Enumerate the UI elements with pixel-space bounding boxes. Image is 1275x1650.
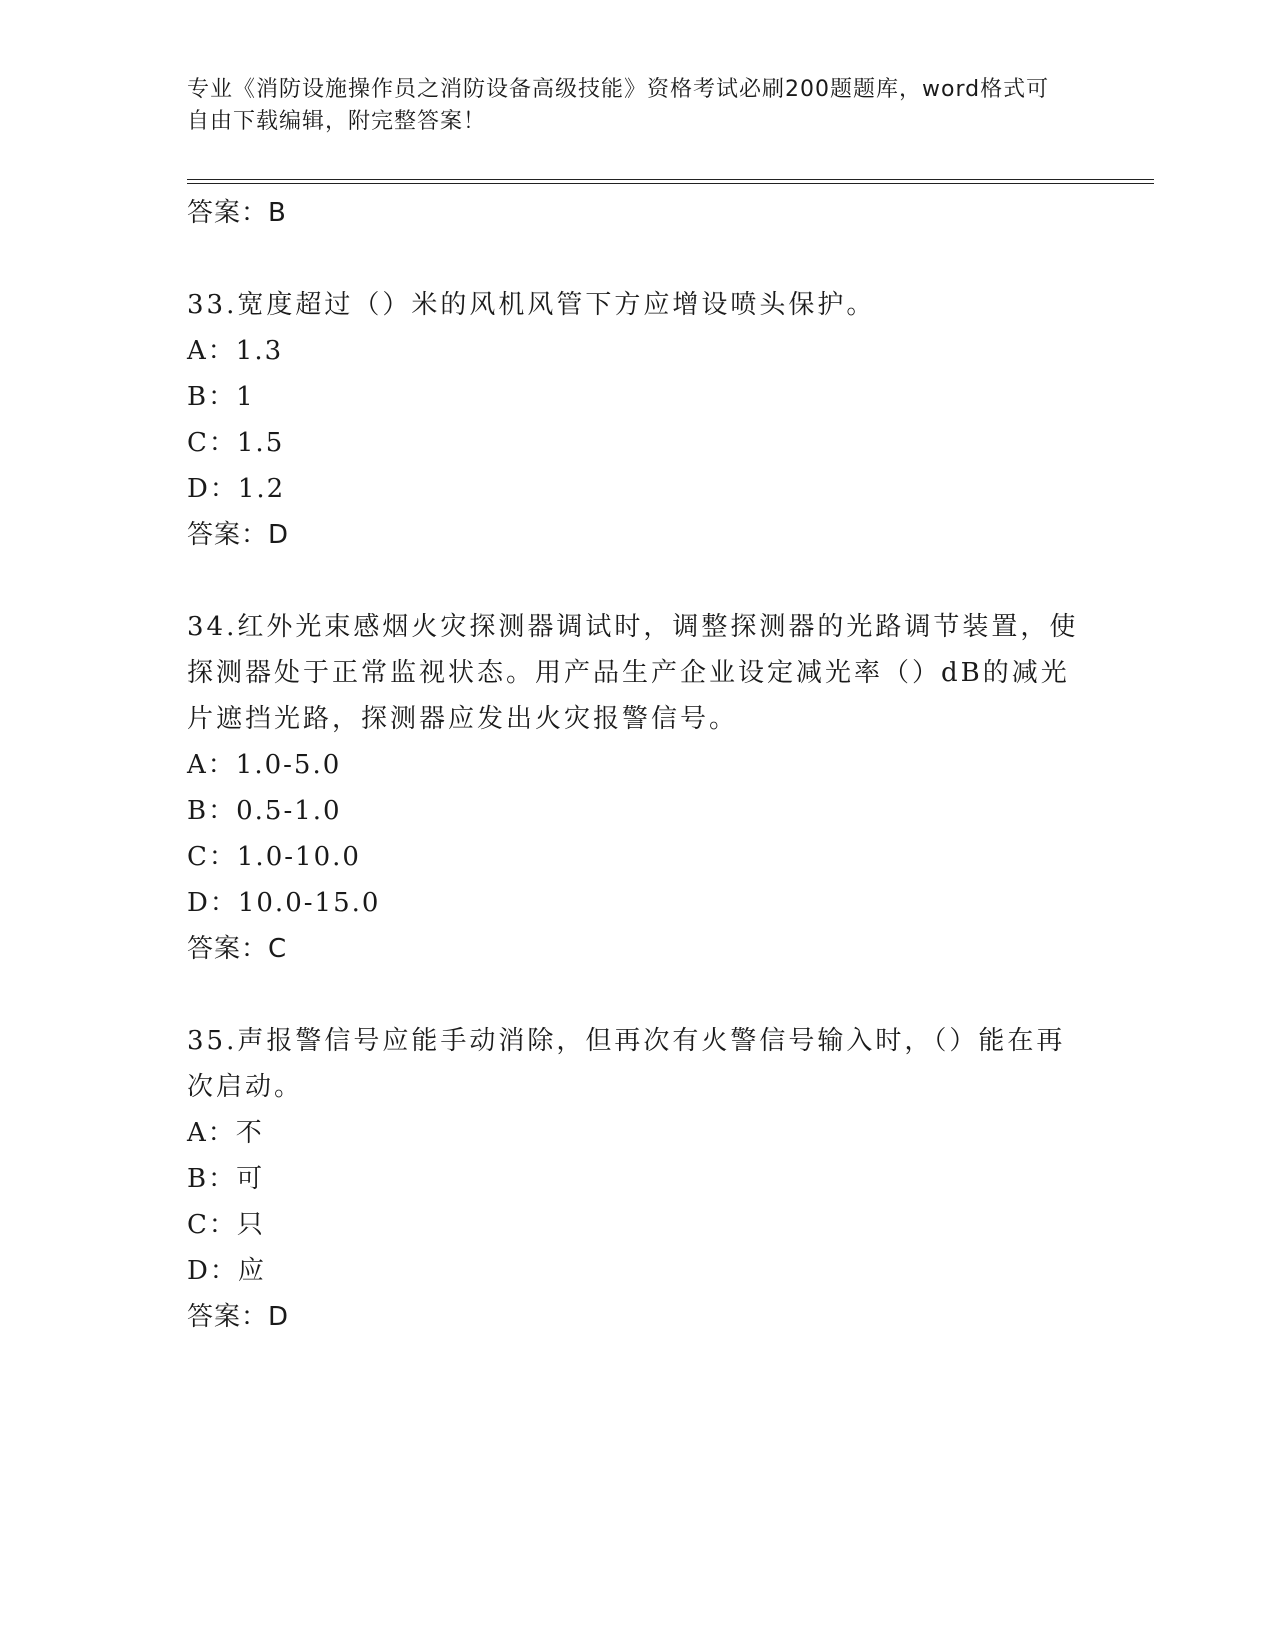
question-33 — [187, 282, 1087, 558]
answer: 答案：D — [187, 520, 290, 550]
question-stem: 35.声报警信号应能手动消除，但再次有火警信号输入时，（）能在再次启动。 — [187, 1026, 1066, 1102]
option-d: D：应 — [187, 1256, 266, 1286]
option-c: C：1.0-10.0 — [187, 842, 361, 872]
option-b: B：1 — [187, 382, 255, 412]
option-b: B：可 — [187, 1164, 265, 1194]
header-divider-bottom — [187, 183, 1154, 184]
question-34 — [187, 604, 1087, 972]
option-c: C：只 — [187, 1210, 265, 1240]
question-35 — [187, 1018, 1087, 1340]
option-a: A：1.3 — [187, 336, 284, 366]
option-c: C：1.5 — [187, 428, 285, 458]
question-list — [187, 190, 1087, 1340]
header-divider-top — [187, 179, 1154, 180]
option-b: B：0.5-1.0 — [187, 796, 342, 826]
question-stem: 33.宽度超过（）米的风机风管下方应增设喷头保护。 — [187, 290, 876, 320]
option-a: A：1.0-5.0 — [187, 750, 342, 780]
answer: 答案：D — [187, 1302, 290, 1332]
answer: 答案：C — [187, 934, 288, 964]
previous-answer: 答案：B — [187, 198, 287, 228]
option-a: A：不 — [187, 1118, 264, 1148]
question-stem: 34.红外光束感烟火灾探测器调试时，调整探测器的光路调节装置，使探测器处于正常监视状态。用产品生产企业设定减光率（）dB的减光片遮挡光路，探测器应发出火灾报警信号。 — [187, 612, 1079, 734]
option-d: D：1.2 — [187, 474, 286, 504]
option-d: D：10.0-15.0 — [187, 888, 381, 918]
document-header: 专业《消防设施操作员之消防设备高级技能》资格考试必刷200题题库，word格式可自由下载编辑，附完整答案！ — [187, 77, 1050, 134]
